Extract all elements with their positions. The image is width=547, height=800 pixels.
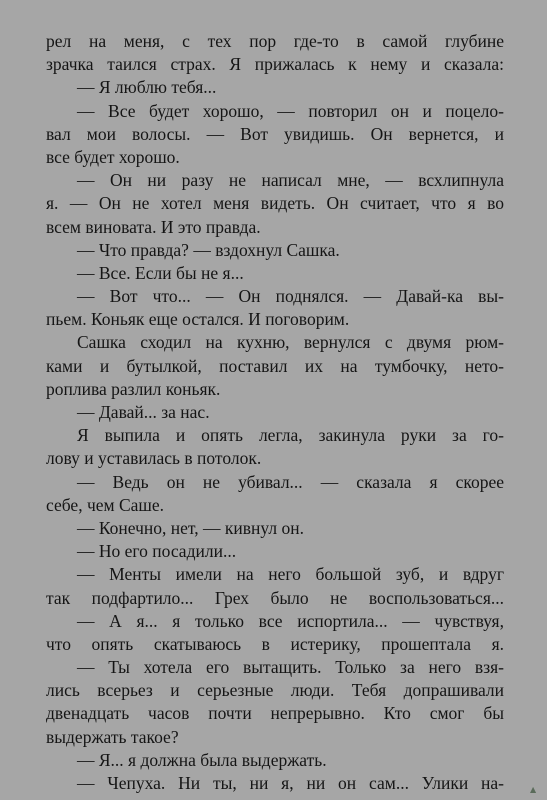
text-line: — Давай... за нас. [77, 402, 210, 422]
text-line: зрачка таился страх. Я прижалась к нему и сказала: [46, 54, 504, 75]
text-line: — Чепуха. Ни ты, ни я, ни он сам... Улики на- [77, 773, 504, 793]
scan-artifact-icon: ▲ [530, 785, 537, 794]
text-line: — Я люблю тебя... [77, 77, 217, 98]
text-line: — Все будет хорошо, — повторил он и поцело- [77, 100, 504, 121]
text-line: выдержать такое? [46, 726, 179, 747]
text-line: все будет хорошо. [46, 146, 180, 167]
text-line: так подфартило... Грех было не воспользоваться... [46, 587, 504, 608]
text-line: — Ведь он не убивал... — сказала я скорее [77, 471, 504, 492]
text-line: себе, чем Саше. [46, 494, 165, 515]
text-line: лову и уставилась в потолок. [46, 448, 262, 469]
text-line: пьем. Коньяк еще остался. И поговорим. [46, 309, 350, 330]
text-line: вал мои волосы. — Вот увидишь. Он вернется, и [46, 123, 504, 144]
text-line: ками и бутылкой, поставил их на тумбочку, нето- [46, 355, 504, 376]
text-line: лись всерьез и серьезные люди. Тебя допрашивали [46, 680, 504, 701]
text-line: Я выпила и опять легла, закинула руки за го- [77, 425, 504, 446]
text-line: Сашка сходил на кухню, вернулся с двумя рюм- [77, 332, 504, 353]
text-line: рел на меня, с тех пор где-то в самой глубине [46, 31, 504, 51]
text-line: двенадцать часов почти непрерывно. Кто смог бы [46, 703, 504, 724]
text-line: — Вот что... — Он поднялся. — Давай-ка вы- [77, 286, 504, 307]
text-line: — Ты хотела его вытащить. Только за него взя- [77, 657, 504, 678]
text-line: — Но его посадили... [77, 541, 237, 562]
text-line: всем виновата. И это правда. [46, 216, 261, 237]
text-line: — Я... я должна была выдержать. [77, 749, 327, 770]
page-text [46, 30, 504, 795]
text-line: — Конечно, нет, — кивнул он. [77, 517, 304, 538]
text-line: что опять скатываюсь в истерику, прошептала я. [46, 633, 504, 654]
text-line: — Все. Если бы не я... [77, 262, 244, 283]
text-line: я. — Он не хотел меня видеть. Он считает, что я во [46, 193, 504, 214]
text-line: — Что правда? — вздохнул Сашка. [77, 239, 340, 260]
text-line: — Он ни разу не написал мне, — всхлипнула [77, 170, 504, 191]
text-line: — Менты имели на него большой зуб, и вдруг [77, 564, 504, 585]
text-line: — А я... я только все испортила... — чувствуя, [77, 610, 504, 631]
text-line: роплива разлил коньяк. [46, 378, 221, 399]
